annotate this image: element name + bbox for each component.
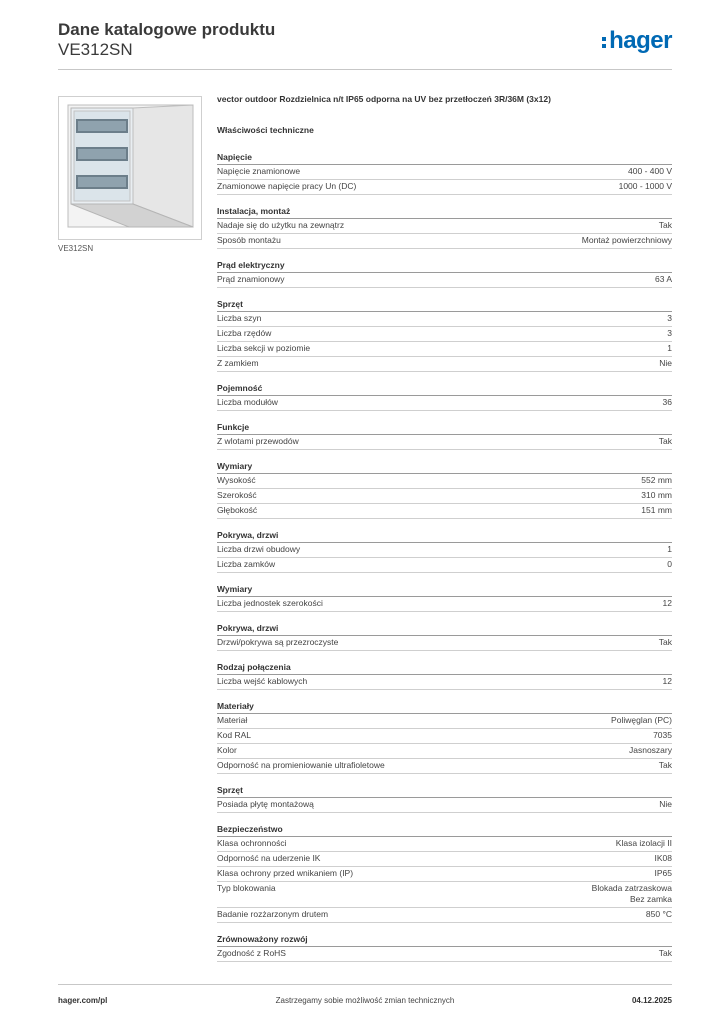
image-caption: VE312SN: [58, 244, 94, 253]
property-row: [217, 798, 672, 813]
property-group: [217, 622, 672, 651]
property-value: Tak: [658, 760, 672, 770]
property-row: [217, 504, 672, 519]
property-value-cell: [667, 313, 672, 324]
property-row: [217, 714, 672, 729]
property-group: [217, 205, 672, 249]
property-label: Liczba zamków: [217, 559, 276, 569]
group-title: Bezpieczeństwo: [217, 823, 672, 837]
property-value: 850 °C: [645, 909, 672, 919]
property-row: [217, 396, 672, 411]
property-value-cell: [659, 358, 672, 369]
property-label: Posiada płytę montażową: [217, 799, 314, 809]
property-group: [217, 784, 672, 813]
property-label: Głębokość: [217, 505, 258, 515]
group-title: Prąd elektryczny: [217, 259, 672, 273]
property-value-cell: [655, 868, 673, 879]
property-label: Napięcie znamionowe: [217, 166, 301, 176]
header-divider: [58, 69, 672, 70]
property-label: Klasa ochrony przed wnikaniem (IP): [217, 868, 354, 878]
property-value: Nie: [659, 799, 672, 809]
property-label: Sposób montażu: [217, 235, 281, 245]
property-row: [217, 558, 672, 573]
property-value: 552 mm: [641, 475, 672, 485]
property-value-cell: [655, 853, 673, 864]
property-group: [217, 298, 672, 372]
property-value: 400 - 400 V: [628, 166, 672, 176]
property-row: [217, 636, 672, 651]
property-row: [217, 882, 672, 908]
property-value-cell: [655, 274, 672, 285]
property-group: [217, 259, 672, 288]
property-value: Montaż powierzchniowy: [581, 235, 672, 245]
property-row: [217, 543, 672, 558]
property-row: [217, 219, 672, 234]
property-label: Szerokość: [217, 490, 257, 500]
distribution-board-icon: [59, 97, 201, 239]
property-value-cell: [663, 598, 672, 609]
property-group: [217, 700, 672, 774]
property-label: Liczba wejść kablowych: [217, 676, 308, 686]
property-group: [217, 151, 672, 195]
property-label: Odporność na uderzenie IK: [217, 853, 321, 863]
technical-data: [217, 94, 672, 972]
property-label: Z zamkiem: [217, 358, 259, 368]
property-value-secondary: Bez zamka: [629, 894, 672, 904]
property-value-cell: [659, 637, 672, 648]
property-value: 63 A: [654, 274, 672, 284]
property-value-cell: [628, 166, 672, 177]
property-value: Klasa izolacji II: [615, 838, 672, 848]
property-label: Liczba rzędów: [217, 328, 272, 338]
property-value: 3: [667, 328, 672, 338]
property-value-cell: [663, 397, 672, 408]
property-value: 1: [667, 544, 672, 554]
footer-disclaimer: Zastrzegamy sobie możliwość zmian technicznych: [275, 996, 455, 1005]
product-code: VE312SN: [58, 40, 133, 59]
property-value-cell: [629, 745, 672, 756]
property-group: [217, 382, 672, 411]
property-value-cell: [659, 948, 672, 959]
property-row: [217, 312, 672, 327]
group-title: Napięcie: [217, 151, 672, 165]
property-row: [217, 867, 672, 882]
property-row: [217, 180, 672, 195]
property-label: Liczba drzwi obudowy: [217, 544, 301, 554]
property-value: 7035: [653, 730, 672, 740]
property-group: [217, 583, 672, 612]
property-label: Z wlotami przewodów: [217, 436, 299, 446]
property-value-cell: [667, 559, 672, 570]
property-value: IP65: [654, 868, 672, 878]
footer-divider: [58, 984, 672, 985]
property-value-cell: [641, 505, 672, 516]
group-title: Pokrywa, drzwi: [217, 529, 672, 543]
property-row: [217, 342, 672, 357]
group-title: Wymiary: [217, 460, 672, 474]
property-label: Nadaje się do użytku na zewnątrz: [217, 220, 345, 230]
section-heading: Właściwości techniczne: [217, 125, 314, 135]
property-label: Drzwi/pokrywa są przezroczyste: [217, 637, 339, 647]
property-value: 0: [667, 559, 672, 569]
group-title: Zrównoważony rozwój: [217, 933, 672, 947]
property-row: [217, 852, 672, 867]
property-value-cell: [619, 181, 672, 192]
property-label: Znamionowe napięcie pracy Un (DC): [217, 181, 357, 191]
property-row: [217, 729, 672, 744]
property-label: Wysokość: [217, 475, 256, 485]
property-value-cell: [592, 883, 672, 905]
footer-website[interactable]: hager.com/pl: [58, 996, 108, 1005]
property-value-cell: [667, 343, 672, 354]
property-group: [217, 661, 672, 690]
property-value-cell: [659, 760, 672, 771]
property-group: [217, 421, 672, 450]
property-label: Kolor: [217, 745, 237, 755]
property-row: [217, 234, 672, 249]
property-value: 151 mm: [641, 505, 672, 515]
property-label: Klasa ochronności: [217, 838, 287, 848]
property-value-cell: [616, 838, 672, 849]
property-group: [217, 460, 672, 519]
property-group: [217, 933, 672, 962]
group-title: Wymiary: [217, 583, 672, 597]
group-title: Materiały: [217, 700, 672, 714]
property-value-cell: [667, 328, 672, 339]
property-value-cell: [641, 490, 672, 501]
property-row: [217, 759, 672, 774]
property-value-cell: [582, 235, 672, 246]
property-value: Tak: [658, 436, 672, 446]
property-group: [217, 823, 672, 923]
property-value: Tak: [658, 220, 672, 230]
property-label: Liczba modułów: [217, 397, 278, 407]
property-value: 3: [667, 313, 672, 323]
group-title: Pojemność: [217, 382, 672, 396]
property-value-cell: [659, 436, 672, 447]
property-row: [217, 165, 672, 180]
property-label: Zgodność z RoHS: [217, 948, 286, 958]
logo-dots-icon: [602, 37, 606, 48]
property-row: [217, 474, 672, 489]
property-value: Jasnoszary: [629, 745, 672, 755]
property-label: Liczba jednostek szerokości: [217, 598, 323, 608]
group-title: Funkcje: [217, 421, 672, 435]
property-label: Prąd znamionowy: [217, 274, 285, 284]
hager-logo: [602, 26, 672, 56]
property-row: [217, 837, 672, 852]
product-description: vector outdoor Rozdzielnica n/t IP65 odporna na UV bez przetłoczeń 3R/36M (3x12): [217, 94, 551, 104]
property-value: Blokada zatrzaskowa: [591, 883, 672, 893]
property-value-cell: [641, 475, 672, 486]
group-title: Sprzęt: [217, 784, 672, 798]
property-value-cell: [653, 730, 672, 741]
property-row: [217, 357, 672, 372]
property-group: [217, 529, 672, 573]
footer-date: 04.12.2025: [631, 996, 672, 1005]
property-row: [217, 327, 672, 342]
property-value: Tak: [658, 637, 672, 647]
property-label: Badanie rozżarzonym drutem: [217, 909, 329, 919]
group-title: Sprzęt: [217, 298, 672, 312]
property-value: Tak: [658, 948, 672, 958]
property-value: Poliwęglan (PC): [611, 715, 672, 725]
property-row: [217, 273, 672, 288]
property-value: 36: [662, 397, 672, 407]
page-footer: [58, 996, 672, 1010]
property-value-cell: [611, 715, 672, 726]
property-value: Nie: [659, 358, 672, 368]
product-image: [58, 96, 202, 240]
property-row: [217, 908, 672, 923]
document-title: Dane katalogowe produktu: [58, 20, 276, 39]
property-value: 310 mm: [641, 490, 672, 500]
logo-wordmark: hager: [609, 27, 672, 54]
property-label: Liczba szyn: [217, 313, 262, 323]
property-value: 12: [662, 676, 672, 686]
group-title: Instalacja, montaż: [217, 205, 672, 219]
property-value-cell: [659, 220, 672, 231]
property-row: [217, 947, 672, 962]
property-groups: [217, 151, 672, 962]
property-value: IK08: [654, 853, 672, 863]
property-label: Materiał: [217, 715, 248, 725]
property-label: Kod RAL: [217, 730, 252, 740]
page-header: [58, 20, 672, 70]
property-value: 1000 - 1000 V: [618, 181, 672, 191]
property-value-cell: [663, 676, 672, 687]
property-value: 12: [662, 598, 672, 608]
property-row: [217, 489, 672, 504]
property-label: Liczba sekcji w poziomie: [217, 343, 311, 353]
group-title: Pokrywa, drzwi: [217, 622, 672, 636]
property-value-cell: [667, 544, 672, 555]
property-value-cell: [659, 799, 672, 810]
property-row: [217, 744, 672, 759]
property-row: [217, 435, 672, 450]
property-row: [217, 675, 672, 690]
property-label: Typ blokowania: [217, 883, 276, 893]
property-row: [217, 597, 672, 612]
property-value-cell: [646, 909, 672, 920]
property-label: Odporność na promieniowanie ultrafioletowe: [217, 760, 385, 770]
group-title: Rodzaj połączenia: [217, 661, 672, 675]
property-value: 1: [667, 343, 672, 353]
